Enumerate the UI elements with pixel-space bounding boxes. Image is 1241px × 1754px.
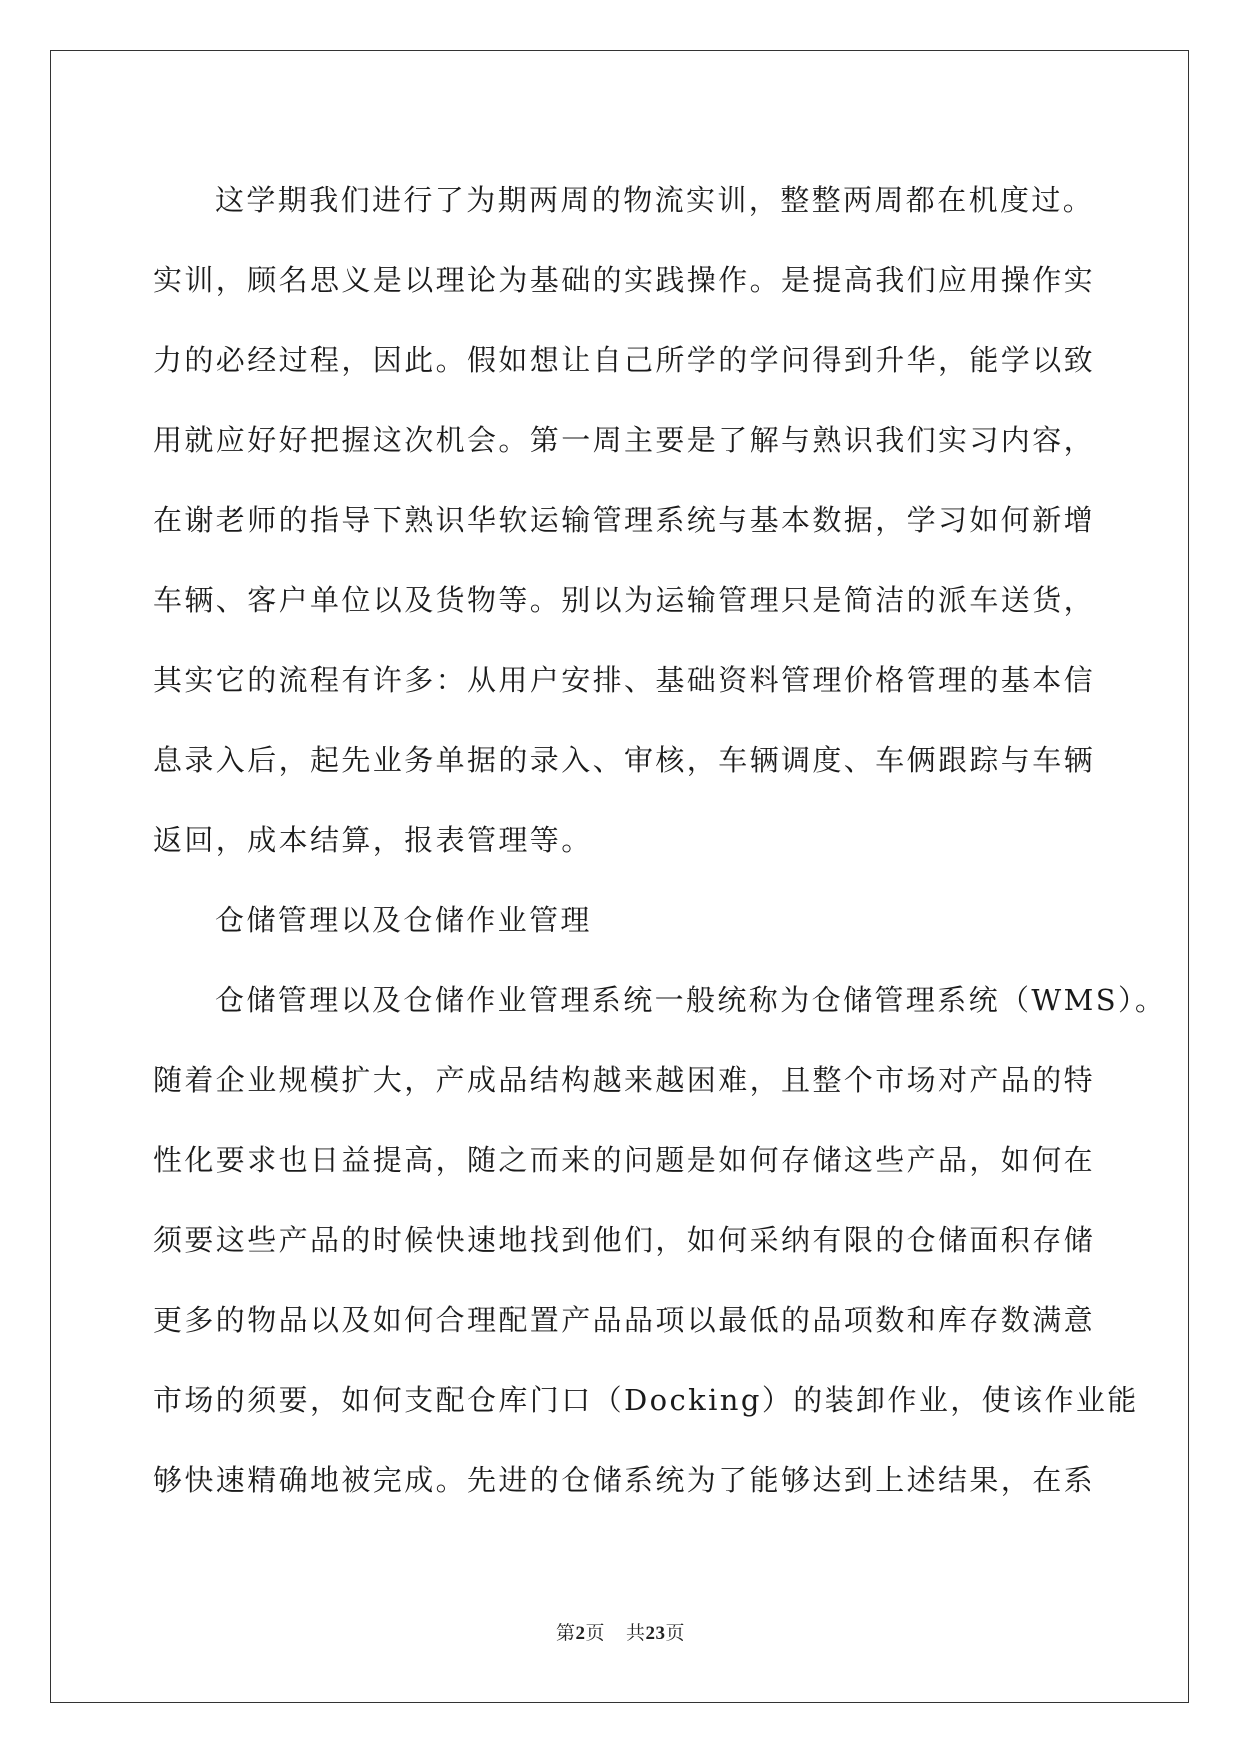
paragraph-line: 这学期我们进行了为期两周的物流实训，整整两周都在机度过。	[215, 183, 1095, 217]
paragraph-line: 用就应好好把握这次机会。第一周主要是了解与熟识我们实习内容，	[153, 423, 1096, 457]
paragraph-line: 随着企业规模扩大，产成品结构越来越困难，且整个市场对产品的特	[153, 1063, 1096, 1097]
section-heading: 仓储管理以及仓储作业管理	[215, 903, 592, 937]
page-current: 2	[575, 1623, 586, 1644]
paragraph-line: 市场的须要，如何支配仓库门口（Docking）的装卸作业，使该作业能	[153, 1383, 1139, 1417]
paragraph-line: 其实它的流程有许多：从用户安排、基础资料管理价格管理的基本信	[153, 663, 1096, 697]
paragraph-line: 更多的物品以及如何合理配置产品品项以最低的品项数和库存数满意	[153, 1303, 1096, 1337]
paragraph-line: 息录入后，起先业务单据的录入、审核，车辆调度、车俩跟踪与车辆	[153, 743, 1096, 777]
page-prefix: 第	[555, 1623, 576, 1644]
paragraph-line: 在谢老师的指导下熟识华软运输管理系统与基本数据，学习如何新增	[153, 503, 1096, 537]
page-footer	[0, 1618, 1241, 1645]
paragraph-line: 实训，顾名思义是以理论为基础的实践操作。是提高我们应用操作实	[153, 263, 1096, 297]
paragraph-line: 车辆、客户单位以及货物等。别以为运输管理只是简洁的派车送货，	[153, 583, 1096, 617]
paragraph-line: 力的必经过程，因此。假如想让自己所学的学问得到升华，能学以致	[153, 343, 1096, 377]
paragraph-line: 须要这些产品的时候快速地找到他们，如何采纳有限的仓储面积存储	[153, 1223, 1096, 1257]
page-total: 23	[645, 1623, 666, 1644]
paragraph-line: 返回，成本结算，报表管理等。	[153, 823, 593, 857]
paragraph-line: 性化要求也日益提高，随之而来的问题是如何存储这些产品，如何在	[153, 1143, 1096, 1177]
paragraph-line: 仓储管理以及仓储作业管理系统一般统称为仓储管理系统（WMS）。	[215, 983, 1167, 1017]
total-suffix: 页	[665, 1623, 686, 1644]
page-suffix: 页	[585, 1623, 605, 1644]
paragraph-line: 够快速精确地被完成。先进的仓储系统为了能够达到上述结果，在系	[153, 1463, 1096, 1497]
total-prefix: 共	[626, 1623, 646, 1644]
document-body	[153, 160, 1167, 1520]
